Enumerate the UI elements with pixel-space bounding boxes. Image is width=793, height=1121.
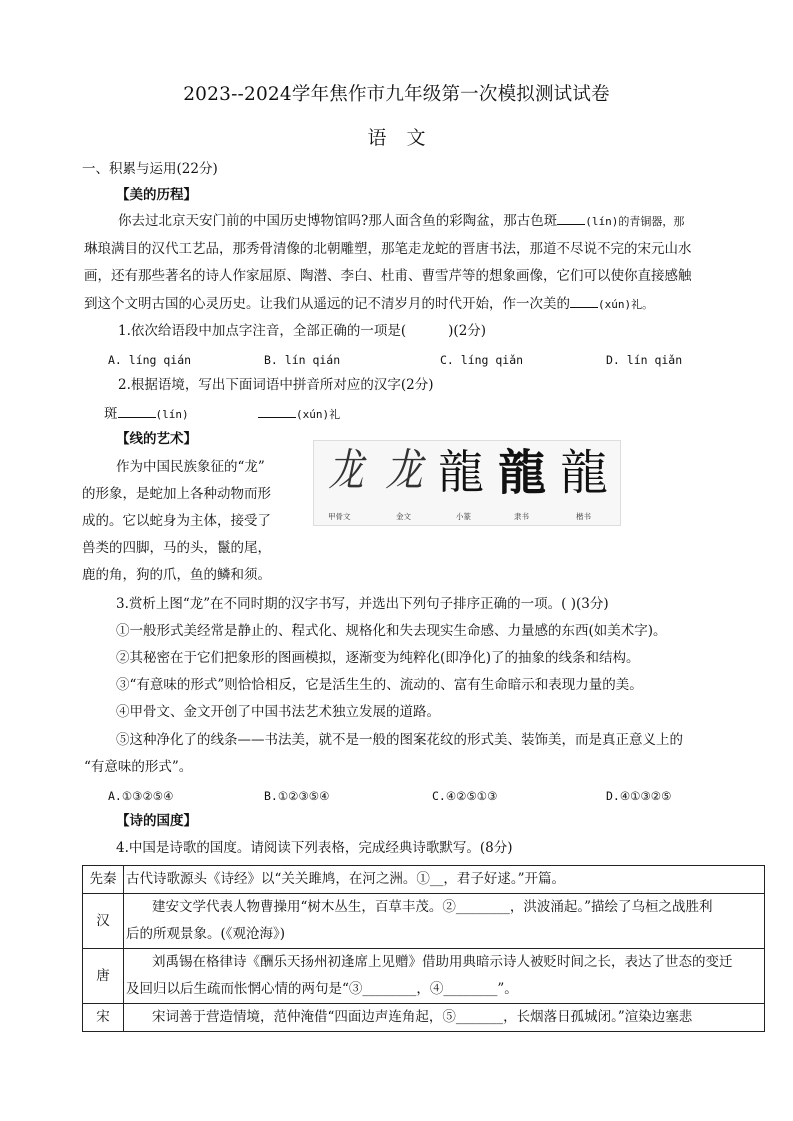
q3-option-b: B.①②③⑤④	[264, 789, 330, 803]
table-row	[83, 1004, 765, 1032]
q1-stem	[118, 325, 486, 339]
q3-sentence-2: ②其秘密在于它们把象形的图画模拟，逐渐变为纯粹化(即净化)了的抽象的线条和结构。	[116, 650, 640, 666]
q3-sentence-3: ③“有意味的形式”则恰恰相反，它是活生生的、流动的、富有生命暗示和表现力量的美。	[116, 677, 643, 693]
q3-sentence-1: ①一般形式美经常是静止的、程式化、规格化和失去现实生命感、力量感的东西(如美术字)。	[116, 623, 667, 639]
meili-line-1: 你去过北京天安门前的中国历史博物馆吗?那人面含鱼的彩陶盆，那古色斑	[118, 213, 558, 229]
xian-line-4: 兽类的四脚，马的头，鬣的尾，	[82, 540, 271, 556]
label-lishu: 隶书	[514, 512, 529, 521]
poem-cell	[124, 949, 765, 1004]
poem-cell-line: 宋词善于营造情境，范仲淹借“四面边声连角起，⑤_______，长烟落日孤城闭。”渲染边塞悲	[152, 1009, 693, 1025]
dynasty-cell: 唐	[83, 949, 124, 1004]
table-row	[83, 866, 765, 894]
label-jinwen: 金文	[396, 512, 411, 521]
q4-stem: 4.中国是诗歌的国度。请阅读下列表格，完成经典诗歌默写。(8分)	[116, 840, 513, 856]
dynasty-cell: 汉	[83, 894, 124, 949]
q1-option-b: B. lín qián	[264, 353, 341, 367]
xian-line-3: 成的。它以蛇身为主体，接受了	[82, 513, 271, 529]
glyph-xiaozhuan: 龍	[438, 445, 484, 499]
poem-cell-line: 建安文学代表人物曹操用“树木丛生，百草丰茂。②________，洪波涌起。”描绘了乌桓之战胜利	[152, 899, 713, 915]
table-row	[83, 894, 765, 949]
poetry-table	[82, 865, 765, 1032]
q3-option-d: D.④①③②⑤	[606, 789, 672, 803]
blank-lin	[557, 212, 585, 225]
q3-sentence-5: ⑤这种净化了的线条——书法美，就不是一般的图案花纹的形式美、装饰美，而是真正意义上的	[116, 732, 683, 748]
poem-cell-line: 及回归以后生疏而怅惘心情的两句是“③________，④________”。	[126, 981, 518, 997]
label-xian: 【线的艺术】	[116, 431, 197, 447]
dynasty-cell: 宋	[83, 1004, 124, 1032]
xian-line-1: 作为中国民族象征的“龙”	[116, 459, 265, 475]
meili-py-xun: (xún)礼。	[598, 297, 654, 311]
blank-xun	[570, 295, 598, 308]
label-xiaozhuan: 小篆	[456, 512, 471, 521]
q2-stem: 2.根据语境，写出下面词语中拼音所对应的汉字(2分)	[118, 377, 434, 393]
label-shi: 【诗的国度】	[116, 813, 197, 829]
q2-item-2-py: (xún)礼	[296, 408, 341, 421]
glyph-jinwen: 龙	[385, 445, 423, 496]
q1-option-d: D. lín qiǎn	[606, 353, 683, 367]
q1-option-c: C. líng qiǎn	[440, 353, 524, 367]
q1-option-a: A. líng qián	[108, 353, 192, 367]
poem-cell	[124, 1004, 765, 1032]
q2-blank-2	[258, 405, 296, 418]
glyph-lishu: 龍	[498, 445, 547, 501]
label-meili: 【美的历程】	[116, 187, 197, 203]
q3-option-c: C.④②⑤①③	[432, 789, 498, 803]
q2-item-2	[258, 405, 340, 422]
meili-line-3: 画，还有那些著名的诗人作家屈原、陶潜、李白、杜甫、曹雪芹等的想象画像，它们可以使你直接感触	[84, 268, 692, 284]
xian-line-2: 的形象，是蛇加上各种动物而形	[82, 486, 271, 502]
poem-cell	[124, 894, 765, 949]
q2-item-1-prefix: 斑	[104, 406, 118, 422]
dynasty-cell: 先秦	[83, 866, 124, 894]
q1-stem-tail: )(2分)	[448, 323, 487, 339]
poem-cell-line: 后的所观景象。(《观沧海》)	[126, 926, 286, 942]
glyph-kaishu: 龍	[560, 445, 609, 501]
q3-sentence-4: ④甲骨文、金文开创了中国书法艺术独立发展的道路。	[116, 704, 440, 720]
meili-line-4: 到这个文明古国的心灵历史。让我们从遥远的记不清岁月的时代开始，作一次美的	[84, 295, 570, 312]
subject-title: 语文	[367, 127, 446, 149]
poem-cell-line: 刘禹锡在格律诗《酬乐天扬州初逢席上见赠》借助用典暗示诗人被贬时间之长，表达了世态的变迁	[152, 954, 733, 970]
q3-sentence-5-cont: “有意味的形式”。	[84, 759, 193, 775]
label-kaishu: 楷书	[576, 512, 591, 521]
q3-option-a: A.①③②⑤④	[108, 789, 174, 803]
exam-title: 2023--2024学年焦作市九年级第一次模拟测试试卷	[183, 84, 610, 105]
dragon-script-image	[313, 440, 621, 526]
q2-blank-1	[118, 405, 156, 418]
q1-stem-text: 1.依次给语段中加点字注音，全部正确的一项是(	[118, 323, 407, 339]
meili-paragraph	[84, 208, 718, 318]
meili-py-lin: (lín)的青铜器，那	[585, 215, 685, 228]
section-heading: 一、积累与运用(22分)	[82, 161, 218, 177]
label-jiaguwen: 甲骨文	[328, 512, 351, 521]
q3-stem: 3.赏析上图“龙”在不同时期的汉字书写，并选出下列句子排序正确的一项。( )(3分)	[116, 596, 609, 612]
poem-cell: 古代诗歌源头《诗经》以“关关雎鸠，在河之洲。①__，君子好逑。”开篇。	[124, 866, 765, 894]
xian-line-5: 鹿的角，狗的爪，鱼的鳞和须。	[82, 567, 271, 583]
q2-item-1	[104, 405, 189, 422]
glyph-jiaguwen: 龙	[328, 445, 364, 496]
q2-item-1-py: (lín)	[155, 408, 189, 421]
table-row	[83, 949, 765, 1004]
meili-line-2: 琳琅满目的汉代工艺品，那秀骨清像的北朝雕塑，那笔走龙蛇的晋唐书法，那道不尽说不完的宋元山水	[84, 240, 692, 257]
